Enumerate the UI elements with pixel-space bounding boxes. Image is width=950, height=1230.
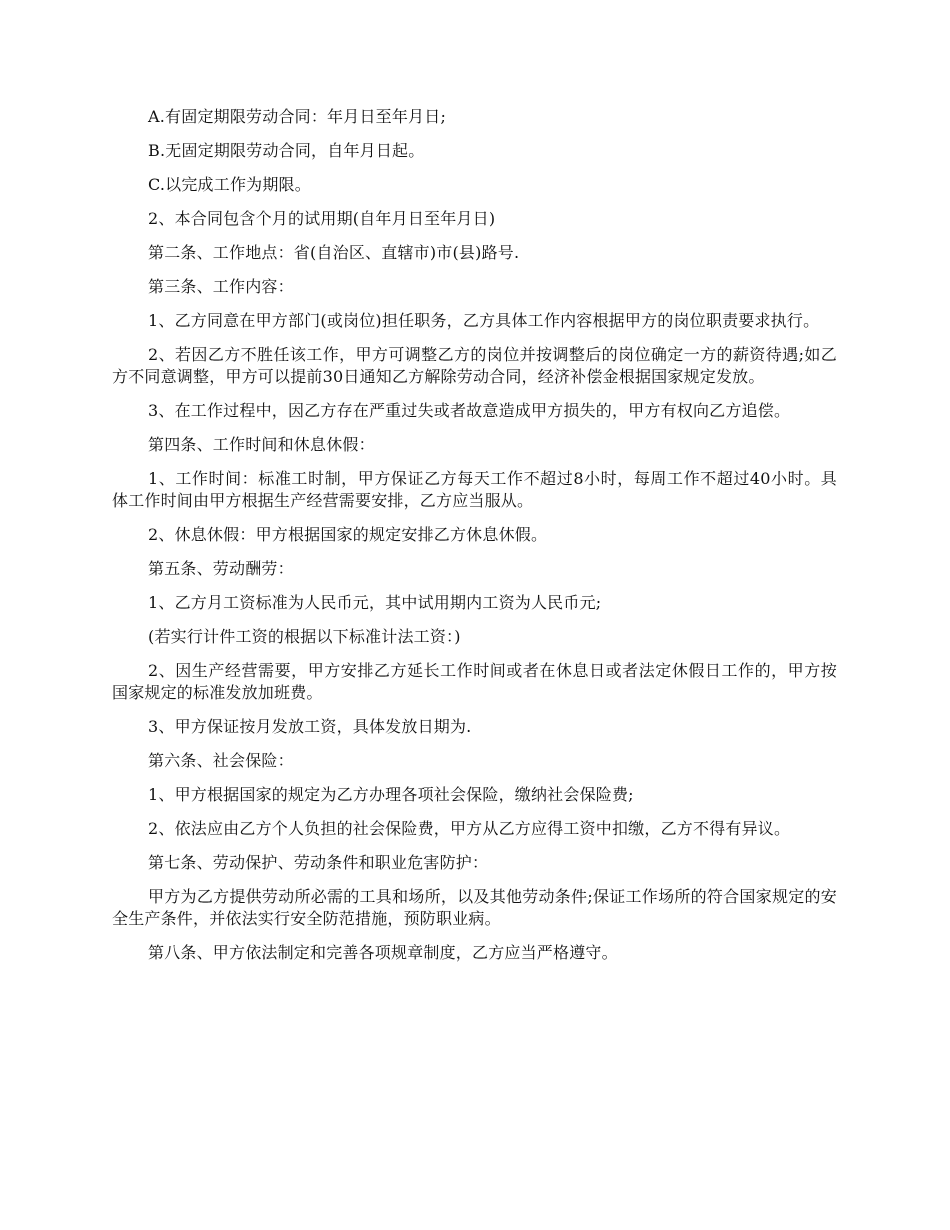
article-6-clause-1: 1、甲方根据国家的规定为乙方办理各项社会保险，缴纳社会保险费;: [148, 785, 634, 804]
article-5-note: (若实行计件工资的根据以下标准计法工资：): [148, 627, 461, 646]
document-body: [112, 106, 837, 976]
article-2-heading: 第二条、工作地点：省(自治区、直辖市)市(县)路号.: [148, 243, 520, 262]
article-3-heading: 第三条、工作内容：: [148, 277, 294, 296]
article-4-clause-1: 1、工作时间：标准工时制，甲方保证乙方每天工作不超过8小时，每周工作不超过40小时。具体工作时间由甲方根据生产经营需要安排，乙方应当服从。: [112, 469, 837, 510]
article-5-clause-3: 3、甲方保证按月发放工资，具体发放日期为.: [148, 717, 472, 736]
contract-term-option-a: A.有固定期限劳动合同：年月日至年月日;: [148, 107, 447, 126]
article-5-clause-1: 1、乙方月工资标准为人民币元，其中试用期内工资为人民币元;: [148, 593, 602, 612]
contract-term-option-b: B.无固定期限劳动合同，自年月日起。: [148, 141, 425, 160]
article-7-body: 甲方为乙方提供劳动所必需的工具和场所，以及其他劳动条件;保证工作场所的符合国家规定的安全生产条件，并依法实行安全防范措施，预防职业病。: [112, 887, 837, 928]
article-3-clause-2: 2、若因乙方不胜任该工作，甲方可调整乙方的岗位并按调整后的岗位确定一方的薪资待遇;如乙方不同意调整，甲方可以提前30日通知乙方解除劳动合同，经济补偿金根据国家规定发放。: [112, 345, 837, 386]
contract-term-option-c: C.以完成工作为期限。: [148, 175, 311, 194]
article-5-heading: 第五条、劳动酬劳：: [148, 559, 294, 578]
probation-clause: 2、本合同包含个月的试用期(自年月日至年月日): [148, 209, 496, 228]
article-6-clause-2: 2、依法应由乙方个人负担的社会保险费，甲方从乙方应得工资中扣缴，乙方不得有异议。: [148, 819, 791, 838]
article-3-clause-1: 1、乙方同意在甲方部门(或岗位)担任职务，乙方具体工作内容根据甲方的岗位职责要求执行。: [148, 311, 820, 330]
article-6-heading: 第六条、社会保险：: [148, 751, 294, 770]
article-4-heading: 第四条、工作时间和休息休假：: [148, 435, 375, 454]
article-3-clause-3: 3、在工作过程中，因乙方存在严重过失或者故意造成甲方损失的，甲方有权向乙方追偿。: [148, 401, 791, 420]
article-8-heading: 第八条、甲方依法制定和完善各项规章制度，乙方应当严格遵守。: [148, 943, 618, 962]
article-5-clause-2: 2、因生产经营需要，甲方安排乙方延长工作时间或者在休息日或者法定休假日工作的，甲方按国家规定的标准发放加班费。: [112, 661, 837, 702]
article-4-clause-2: 2、休息休假：甲方根据国家的规定安排乙方休息休假。: [148, 525, 548, 544]
article-7-heading: 第七条、劳动保护、劳动条件和职业危害防护：: [148, 853, 489, 872]
